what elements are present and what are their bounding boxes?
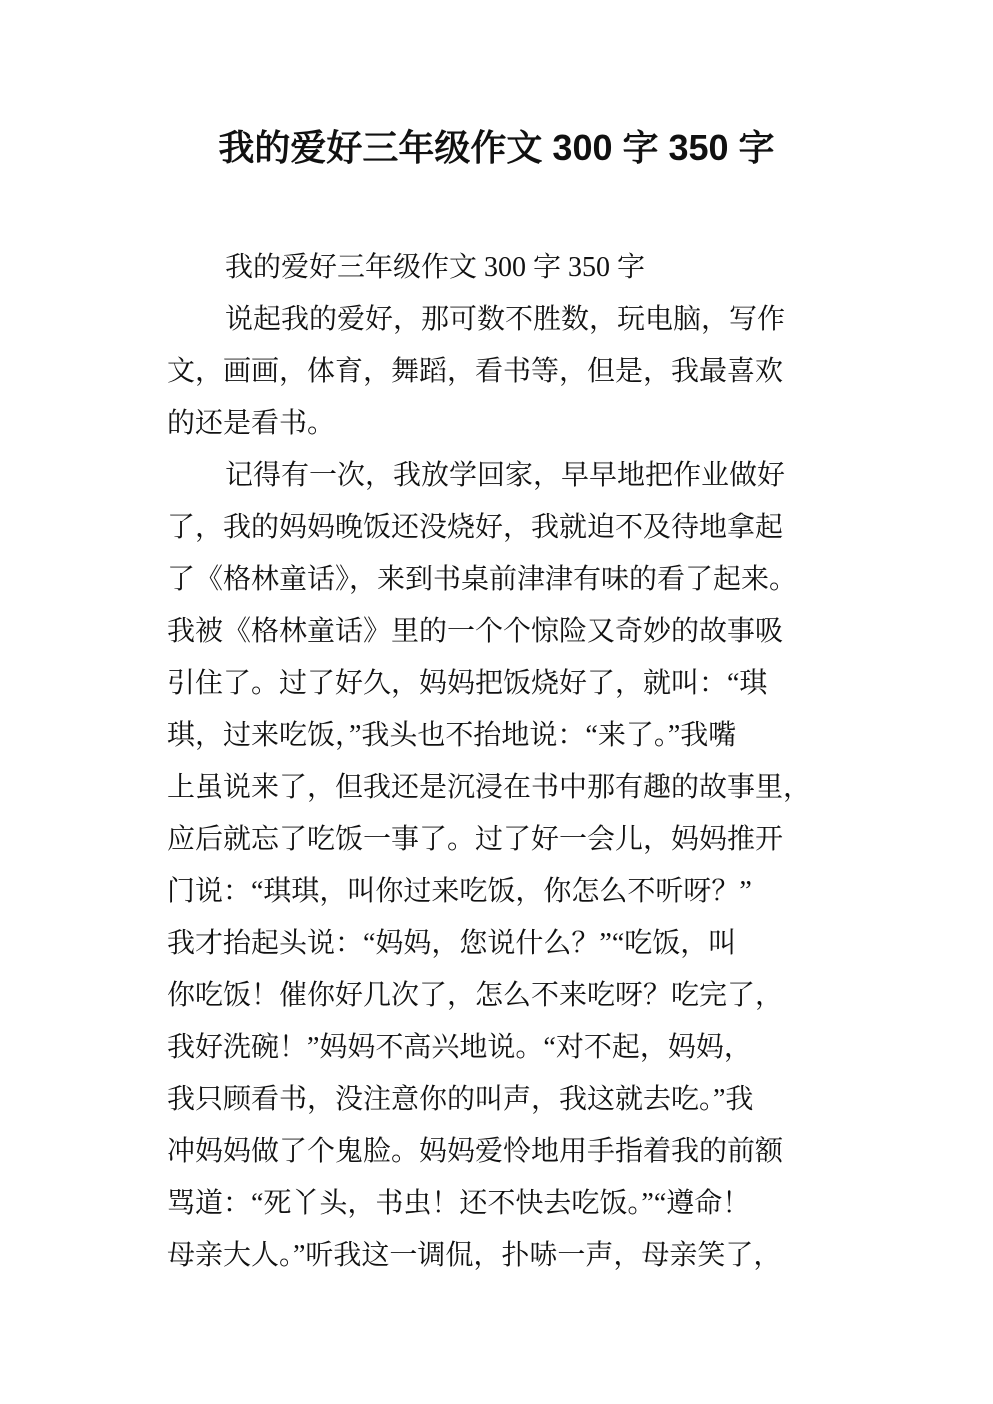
text-line: 我被《格林童话》里的一个个惊险又奇妙的故事吸 [167,616,784,647]
text-line: 了《格林童话》，来到书桌前津津有味的看了起来。 [167,564,798,595]
text-line: 记得有一次，我放学回家，早早地把作业做好 [225,460,786,491]
text-line: 应后就忘了吃饭一事了。过了好一会儿，妈妈推开 [167,824,784,855]
text-line: 我只顾看书，没注意你的叫声，我这就去吃。”我 [167,1084,754,1115]
text-line: 引住了。过了好久，妈妈把饭烧好了，就叫：“琪 [167,668,768,699]
text-line: 我的爱好三年级作文 300 字 350 字 [225,252,646,283]
text-line: 我好洗碗！”妈妈不高兴地说。“对不起，妈妈， [167,1032,752,1063]
text-line: 冲妈妈做了个鬼脸。妈妈爱怜地用手指着我的前额 [167,1136,784,1167]
text-line: 琪，过来吃饭，”我头也不抬地说：“来了。”我嘴 [167,720,737,751]
text-line: 上虽说来了，但我还是沉浸在书中那有趣的故事里， [167,772,812,803]
text-line: 骂道：“死丫头，书虫！还不快去吃饭。”“遵命！ [167,1188,751,1219]
text-line: 你吃饭！催你好几次了，怎么不来吃呀？吃完了， [167,980,784,1011]
text-line: 文，画画，体育，舞蹈，看书等，但是，我最喜欢 [167,356,784,387]
text-line: 说起我的爱好，那可数不胜数，玩电脑，写作 [225,304,786,335]
document-body [167,242,829,1282]
text-line: 我才抬起头说：“妈妈，您说什么？”“吃饭，叫 [167,928,737,959]
text-line: 了，我的妈妈晚饭还没烧好，我就迫不及待地拿起 [167,512,784,543]
document-title: 我的爱好三年级作文 300 字 350 字 [218,127,775,168]
text-line: 的还是看书。 [167,408,336,439]
text-line: 门说：“琪琪，叫你过来吃饭，你怎么不听呀？” [167,876,752,907]
text-line: 母亲大人。”听我这一调侃，扑哧一声，母亲笑了， [167,1240,782,1271]
